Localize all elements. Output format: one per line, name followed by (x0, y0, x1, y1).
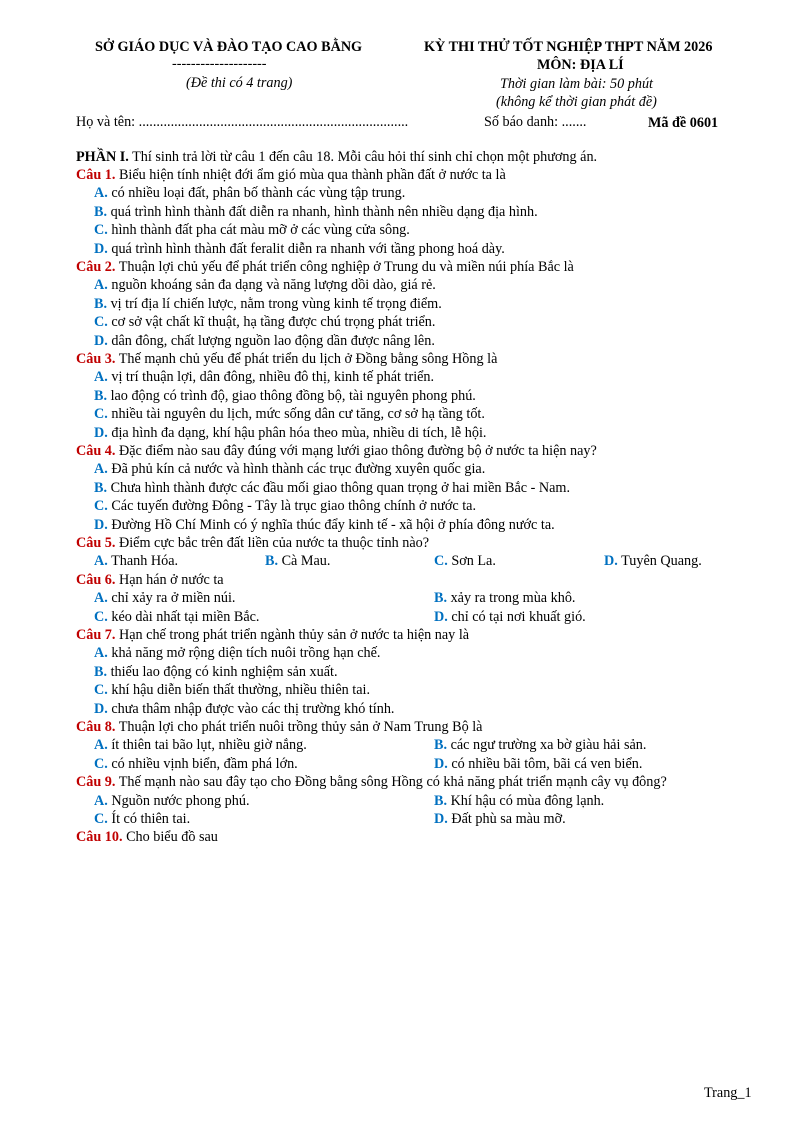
option-text: có nhiều bãi tôm, bãi cá ven biển. (447, 755, 643, 772)
option-text: Nguồn nước phong phú. (107, 792, 250, 809)
option-text: Đã phủ kín cả nước và hình thành các trục đường xuyên quốc gia. (107, 461, 486, 478)
answer-option[interactable] (94, 608, 259, 626)
question-text: Thuận lợi cho phát triển nuôi trồng thủy sản ở Nam Trung Bộ là (115, 719, 483, 735)
answer-option[interactable] (94, 663, 338, 681)
answer-option[interactable] (94, 497, 476, 515)
option-key: A. (94, 461, 108, 478)
question-text: Thế mạnh chủ yếu để phát triển du lịch ở Đồng bằng sông Hồng là (115, 351, 498, 367)
answer-option[interactable] (94, 313, 435, 331)
answer-option[interactable] (94, 368, 434, 386)
option-key: D. (434, 811, 448, 827)
answer-option[interactable] (94, 552, 178, 570)
option-key: B. (94, 295, 108, 312)
option-key: B. (94, 663, 108, 680)
option-key: B. (94, 203, 108, 220)
option-text: Khí hậu có mùa đông lạnh. (447, 792, 605, 809)
option-text: Chưa hình thành được các đầu mối giao thông quan trọng ở hai miền Bắc - Nam. (107, 479, 571, 496)
exam-code: Mã đề 0601 (648, 115, 719, 131)
question-text: Biểu hiện tính nhiệt đới ẩm gió mùa qua thành phần đất ở nước ta là (115, 167, 506, 183)
question-stem (76, 442, 597, 460)
question-stem (76, 571, 224, 589)
answer-option[interactable] (94, 700, 394, 718)
option-key: D. (94, 332, 108, 349)
option-text: hình thành đất pha cát màu mỡ ở các vùng cửa sông. (107, 222, 410, 239)
option-key: C. (94, 682, 108, 699)
option-key: C. (434, 553, 448, 570)
option-key: B. (265, 553, 279, 570)
option-text: Thanh Hóa. (107, 553, 179, 570)
option-text: chưa thâm nhập được vào các thị trường khó tính. (107, 700, 395, 717)
option-text: vị trí thuận lợi, dân đông, nhiều đô thị, kinh tế phát triển. (107, 369, 435, 386)
option-text: quá trình hình thành đất diễn ra nhanh, hình thành nên nhiều dạng địa hình. (107, 203, 538, 220)
option-key: A. (94, 792, 108, 809)
option-text: chỉ có tại nơi khuất gió. (447, 608, 586, 625)
option-key: C. (94, 498, 108, 515)
answer-option[interactable] (434, 552, 496, 570)
department-name: SỞ GIÁO DỤC VÀ ĐÀO TẠO CAO BẰNG (95, 39, 363, 55)
page-number: Trang_1 (704, 1085, 752, 1101)
question-label: Câu 9. (76, 774, 116, 791)
question-stem (76, 534, 429, 552)
question-stem (76, 258, 574, 276)
option-key: C. (94, 222, 108, 239)
option-key: A. (94, 185, 108, 202)
question-stem (76, 718, 482, 736)
answer-option[interactable] (604, 552, 702, 570)
option-text: có nhiều vịnh biển, đầm phá lớn. (107, 755, 298, 772)
option-key: B. (94, 479, 108, 496)
option-key: C. (94, 406, 108, 423)
option-text: Các tuyến đường Đông - Tây là trục giao thông chính ở nước ta. (107, 498, 476, 515)
exam-title: KỲ THI THỬ TỐT NGHIỆP THPT NĂM 2026 (424, 39, 713, 55)
answer-option[interactable] (94, 240, 505, 258)
answer-option[interactable] (434, 736, 646, 754)
question-label: Câu 6. (76, 571, 116, 588)
option-key: A. (94, 277, 108, 294)
option-text: Đất phù sa màu mỡ. (447, 811, 566, 827)
question-label: Câu 10. (76, 829, 123, 846)
option-key: D. (94, 700, 108, 717)
option-key: A. (94, 645, 108, 662)
option-text: cơ sở vật chất kĩ thuật, hạ tầng được chú trọng phát triển. (107, 314, 436, 331)
option-text: nhiều tài nguyên du lịch, mức sống dân cư tăng, cơ sở hạ tầng tốt. (107, 406, 485, 423)
answer-option[interactable] (434, 792, 604, 810)
answer-option[interactable] (94, 792, 250, 810)
option-text: xảy ra trong mùa khô. (447, 590, 576, 607)
answer-option[interactable] (94, 332, 435, 350)
answer-option[interactable] (94, 810, 190, 828)
name-field-label: Họ và tên: ............................................................................ (76, 114, 409, 130)
answer-option[interactable] (94, 405, 485, 423)
question-label: Câu 1. (76, 167, 116, 183)
answer-option[interactable] (94, 221, 410, 239)
option-key: B. (94, 387, 108, 404)
option-key: C. (94, 608, 108, 625)
answer-option[interactable] (94, 755, 298, 773)
option-key: A. (94, 737, 108, 754)
question-text: Thế mạnh nào sau đây tạo cho Đồng bằng sông Hồng có khả năng phát triển mạnh cây vụ đông? (115, 774, 667, 791)
option-key: A. (94, 590, 108, 607)
pages-note: (Đề thi có 4 trang) (186, 75, 293, 91)
answer-option[interactable] (265, 552, 330, 570)
option-key: A. (94, 369, 108, 386)
option-key: C. (94, 314, 108, 331)
option-text: quá trình hình thành đất feralit diễn ra nhanh với tầng phong hoá dày. (107, 240, 505, 257)
option-text: Tuyên Quang. (617, 553, 702, 570)
option-key: D. (94, 240, 108, 257)
question-stem (76, 350, 497, 368)
option-text: khả năng mở rộng diện tích nuôi trồng hạn chế. (107, 645, 381, 662)
answer-option[interactable] (94, 589, 235, 607)
answer-option[interactable] (94, 479, 570, 497)
question-label: Câu 8. (76, 719, 116, 735)
question-stem (76, 828, 218, 846)
answer-option[interactable] (94, 184, 405, 202)
question-label: Câu 4. (76, 443, 116, 459)
option-text: chỉ xảy ra ở miền núi. (107, 590, 236, 607)
option-key: C. (94, 755, 108, 772)
question-text: Cho biểu đồ sau (122, 829, 218, 846)
option-key: B. (434, 792, 448, 809)
option-text: nguồn khoáng sản đa dạng và năng lượng dồi dào, giá rẻ. (107, 277, 436, 294)
option-text: địa hình đa dạng, khí hậu phân hóa theo mùa, nhiều di tích, lễ hội. (107, 424, 487, 441)
option-text: dân đông, chất lượng nguồn lao động dần được nâng lên. (107, 332, 435, 349)
question-text: Hạn hán ở nước ta (115, 571, 224, 588)
question-stem (76, 773, 667, 791)
exam-time-note: (không kể thời gian phát đề) (496, 94, 657, 110)
option-key: A. (94, 553, 108, 570)
answer-option[interactable] (94, 295, 442, 313)
candidate-number-label: Số báo danh: ....... (484, 114, 587, 130)
option-text: lao động có trình độ, giao thông đồng bộ, tài nguyên phong phú. (107, 387, 476, 404)
part-instructions: Thí sinh trả lời từ câu 1 đến câu 18. Mỗi câu hỏi thí sinh chỉ chọn một phương án. (128, 149, 598, 165)
answer-option[interactable] (94, 387, 476, 405)
question-label: Câu 7. (76, 627, 116, 643)
question-text: Hạn chế trong phát triển ngành thủy sản ở nước ta hiện nay là (115, 627, 470, 643)
option-text: khí hậu diễn biến thất thường, nhiều thiên tai. (107, 682, 371, 699)
answer-option[interactable] (94, 681, 370, 699)
subject-title: MÔN: ĐỊA LÍ (537, 57, 624, 73)
option-text: ít thiên tai bão lụt, nhiều giờ nắng. (107, 737, 307, 754)
option-text: Đường Hồ Chí Minh có ý nghĩa thúc đẩy kinh tế - xã hội ở phía đông nước ta. (107, 516, 555, 533)
option-key: D. (604, 553, 618, 570)
option-key: D. (434, 755, 448, 772)
answer-option[interactable] (434, 608, 586, 626)
answer-option[interactable] (94, 424, 486, 442)
answer-option[interactable] (434, 810, 566, 828)
answer-option[interactable] (94, 276, 436, 294)
answer-option[interactable] (94, 516, 555, 534)
header-dashes: -------------------- (172, 56, 267, 72)
option-key: B. (434, 737, 448, 754)
option-text: vị trí địa lí chiến lược, nằm trong vùng kinh tế trọng điểm. (107, 295, 442, 312)
question-label: Câu 3. (76, 351, 116, 367)
answer-option[interactable] (94, 736, 307, 754)
answer-option[interactable] (434, 589, 575, 607)
answer-option[interactable] (94, 644, 380, 662)
question-text: Thuận lợi chủ yếu để phát triển công nghiệp ở Trung du và miền núi phía Bắc là (115, 259, 574, 275)
option-text: Ít có thiên tai. (107, 811, 191, 827)
question-label: Câu 2. (76, 259, 116, 275)
answer-option[interactable] (94, 460, 485, 478)
part-heading (76, 148, 597, 166)
question-text: Đặc điểm nào sau đây đúng với mạng lưới giao thông đường bộ ở nước ta hiện nay? (115, 443, 597, 459)
exam-time: Thời gian làm bài: 50 phút (500, 76, 654, 92)
option-text: các ngư trường xa bờ giàu hải sản. (447, 737, 647, 754)
part-title: PHẦN I. (76, 149, 129, 165)
option-text: thiếu lao động có kinh nghiệm sản xuất. (107, 663, 338, 680)
option-key: D. (434, 608, 448, 625)
question-stem (76, 626, 469, 644)
option-text: có nhiều loại đất, phân bố thành các vùng tập trung. (107, 185, 406, 202)
option-key: B. (434, 590, 448, 607)
option-text: Sơn La. (447, 553, 496, 570)
option-key: C. (94, 811, 108, 827)
option-text: Cà Mau. (278, 553, 331, 570)
answer-option[interactable] (434, 755, 642, 773)
answer-option[interactable] (94, 203, 538, 221)
option-text: kéo dài nhất tại miền Bắc. (107, 608, 260, 625)
question-text: Điểm cực bắc trên đất liền của nước ta thuộc tỉnh nào? (115, 535, 430, 551)
question-label: Câu 5. (76, 535, 116, 551)
option-key: D. (94, 516, 108, 533)
option-key: D. (94, 424, 108, 441)
question-stem (76, 166, 506, 184)
